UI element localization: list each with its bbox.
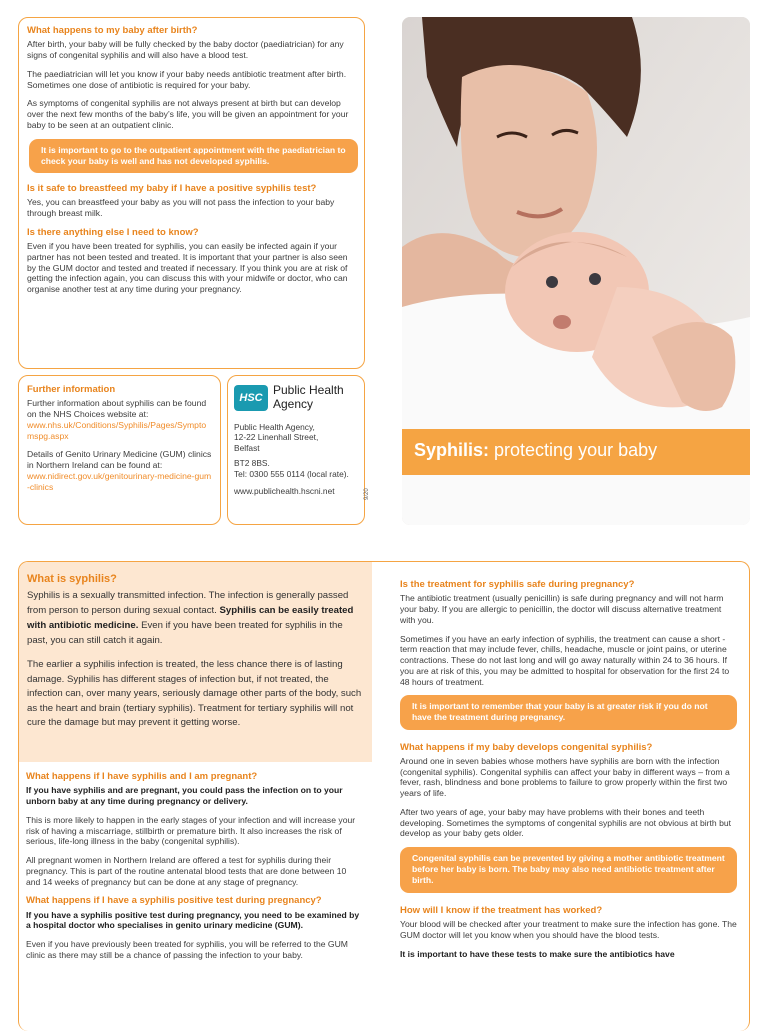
further-info-p1: Further information about syphilis can be found on the NHS Choices website at: xyxy=(27,398,207,420)
pha-postcode: BT2 8BS. xyxy=(234,458,270,469)
pha-address3: Belfast xyxy=(234,442,260,453)
baby-after-birth-p2: The paediatrician will let you know if your baby needs antibiotic treatment after birth. Sometimes one dose of antibiotic is required for your baby. xyxy=(27,68,347,90)
worked-bold: It is important to have these tests to make sure the antibiotics have xyxy=(400,948,675,959)
congenital-heading: What happens if my baby develops congenital syphilis? xyxy=(400,741,653,753)
nidirect-link[interactable]: www.nidirect.gov.uk/genitourinary-medicine-gum-clinics xyxy=(27,470,212,492)
pregnant-p2: All pregnant women in Northern Ireland are offered a test for syphilis during their pregnancy. This is part of the routine antenatal blood tests that are done between 10 and 14 weeks of pregnancy but can be done at any stage of pregnancy. xyxy=(26,855,347,887)
pregnant-heading: What happens if I have syphilis and I am pregnant? xyxy=(26,771,258,782)
further-info-panel xyxy=(18,375,221,525)
positive-p1: Even if you have previously been treated for syphilis, you will be referred to the GUM clinic as there may still be a chance of passing the infection to your baby. xyxy=(26,939,348,960)
pha-tel: Tel: 0300 555 0114 (local rate). xyxy=(234,468,349,479)
pha-address2: 12-22 Linenhall Street, xyxy=(234,432,319,443)
worked-p1: Your blood will be checked after your treatment to make sure the infection has gone. The GUM doctor will let you know when you should have the blood tests. xyxy=(400,919,737,940)
further-info-heading: Further information xyxy=(27,384,116,395)
pha-web[interactable]: www.publichealth.hscni.net xyxy=(234,486,335,497)
positive-heading: What happens if I have a syphilis positive test during pregnancy? xyxy=(26,895,322,907)
anything-else-heading: Is there anything else I need to know? xyxy=(27,226,199,238)
what-is-p2: The earlier a syphilis infection is treated, the less chance there is of lasting damage. Syphilis has different stages of infection but, if not treated, the infection can, over many years, seriously damage other parts of the body, such as the heart and brain (tertiary syphilis). Treatment for tertiary syphilis will not cure the damage but may prevent it getting worse. xyxy=(27,659,362,728)
what-is-p1-a: Syphilis is a sexually transmitted infection. The infection is generally passed from person to person during sexual contact. xyxy=(27,590,349,616)
pha-panel xyxy=(227,375,365,525)
pha-address1: Public Health Agency, xyxy=(234,421,315,432)
hsc-logo-text: HSC xyxy=(239,391,263,404)
breastfeed-p1: Yes, you can breastfeed your baby as you will not pass the infection to your baby through breast milk. xyxy=(27,197,335,218)
cover-title-bold: Syphilis: xyxy=(414,440,490,460)
baby-after-birth-heading: What happens to my baby after birth? xyxy=(27,25,198,36)
what-is-p1 xyxy=(27,589,364,648)
cover-title-rest: protecting your baby xyxy=(489,440,658,460)
congenital-p2: After two years of age, your baby may have problems with their bones and teeth developing. Sometimes the symptoms of congenital syphilis are not obvious at birth but develop as your baby gets older. xyxy=(400,806,732,839)
nhs-link[interactable]: www.nhs.uk/Conditions/Syphilis/Pages/Symptomspg.aspx xyxy=(27,419,207,441)
what-is-syphilis-box xyxy=(19,562,372,762)
pha-logo xyxy=(234,384,358,412)
congenital-callout: Congenital syphilis can be prevented by giving a mother antibiotic treatment before her baby is born. The baby may also need antibiotic treatment after birth. xyxy=(400,847,737,893)
outpatient-callout: It is important to go to the outpatient appointment with the paediatrician to check your baby is well and has not developed syphilis. xyxy=(29,139,358,173)
cover-title-band xyxy=(402,429,750,475)
hsc-logo-icon xyxy=(234,385,268,411)
treatment-safe-heading: Is the treatment for syphilis safe during pregnancy? xyxy=(400,579,635,590)
positive-bold: If you have a syphilis positive test during pregnancy, you need to be examined by a hospital doctor who specialises in genito urinary medicine (GUM). xyxy=(26,909,360,931)
bottom-right-column xyxy=(400,579,737,1024)
pregnant-p1: This is more likely to happen in the early stages of your infection and will increase your risk of having a miscarriage, stillbirth or premature birth. It also increases the risk of serious, life-long illness in the baby (congenital syphilis). xyxy=(26,814,356,847)
what-is-p1-c: Even if you have been treated for syphilis in the past, you can still catch it again. xyxy=(27,619,343,646)
treatment-safe-p2: Sometimes if you have an early infection of syphilis, the treatment can cause a short -term reaction that may include fever, chills, headache, muscle or joint pains, or uterine contractions. These do not last long and will go away naturally within 24 to 36 hours. If you are at risk of this, you may be admitted to hospital for observation for the first 24 to 48 hours of treatment. xyxy=(400,633,730,687)
what-is-heading: What is syphilis? xyxy=(27,573,117,585)
bottom-left-column xyxy=(26,771,362,1024)
treatment-callout: It is important to remember that your baby is at greater risk if you do not have the treatment during pregnancy. xyxy=(400,695,737,729)
pha-name xyxy=(273,384,344,412)
further-info-p2: Details of Genito Urinary Medicine (GUM) clinics in Northern Ireland can be found at: xyxy=(27,449,212,471)
treatment-safe-p1: The antibiotic treatment (usually penicillin) is safe during pregnancy and will not harm your baby. If you are allergic to penicillin, the doctor will discuss alternative treatment with you. xyxy=(400,593,724,625)
pha-name-line1: Public Health xyxy=(273,383,344,397)
baby-after-birth-p1: After birth, your baby will be fully checked by the baby doctor (paediatrician) for any signs of congenital syphilis and will also have a blood test. xyxy=(27,39,344,61)
pregnant-bold: If you have syphilis and are pregnant, you could pass the infection on to your unborn baby at any time during pregnancy or delivery. xyxy=(26,785,343,807)
baby-info-panel xyxy=(18,17,365,369)
pha-name-line2: Agency xyxy=(273,396,314,411)
worked-heading: How will I know if the treatment has worked? xyxy=(400,904,603,916)
breastfeed-heading: Is it safe to breastfeed my baby if I have a positive syphilis test? xyxy=(27,182,317,194)
what-is-p1-b: Syphilis can be easily treated with antibiotic medicine. xyxy=(27,604,354,631)
baby-after-birth-p3: As symptoms of congenital syphilis are not always present at birth but can develop over the next few months of the baby’s life, you will be given an appointment for your baby to be seen at an outpatient clinic. xyxy=(27,98,349,130)
anything-else-p1: Even if you have been treated for syphilis, you can easily be infected again if your partner has not been tested and treated. It is important that your partner is also seen by the GUM doctor and tested and treated if necessary. If you think you are at risk of getting the infection again, you can discuss this with your midwife or doctor, who can organise another test at any time during your pregnancy. xyxy=(27,241,348,295)
cover-photo xyxy=(402,17,750,525)
congenital-p1: Around one in seven babies whose mothers have syphilis are born with the infection (congenital syphilis). Congenital syphilis can affect your baby in different ways – from a fever, rash, blindness and bone problems to failure to grow properly within the first two years of life. xyxy=(400,756,730,799)
print-code: 9/20 xyxy=(364,488,370,500)
